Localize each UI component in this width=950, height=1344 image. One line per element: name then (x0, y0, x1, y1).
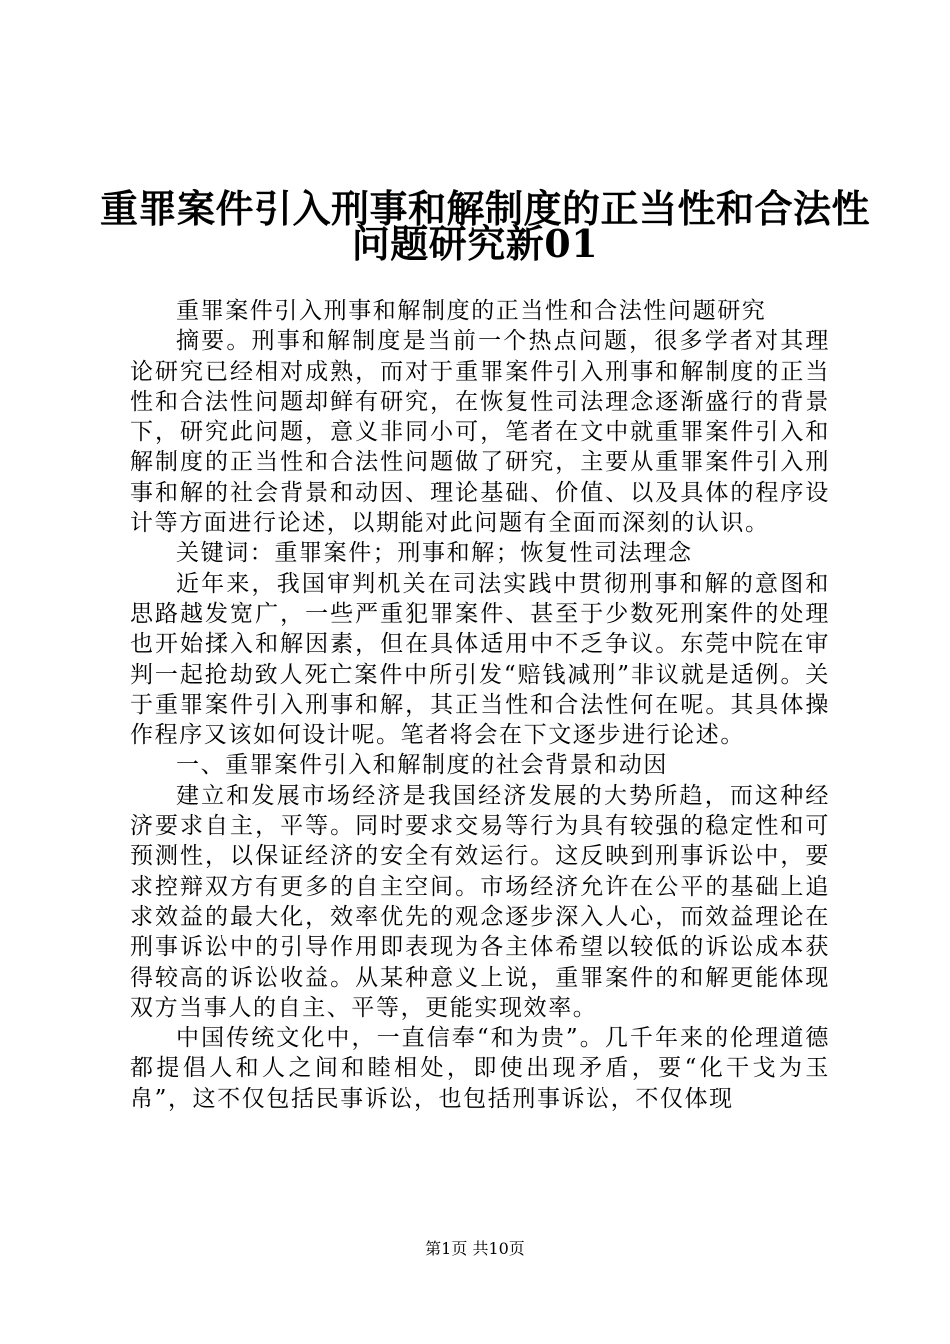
section-heading-1: 一、重罪案件引入和解制度的社会背景和动因 (176, 752, 668, 779)
document-title-line-2: 问题研究新01 (351, 221, 599, 266)
paragraph-abstract: 摘要。刑事和解制度是当前一个热点问题，很多学者对其理论研究已经相对成熟，而对于重罪案件引入刑事和解制度的正当性和合法性问题却鲜有研究，在恢复性司法理念逐渐盛行的背景下，研究此问题，意义非同小可，笔者在文中就重罪案件引入和解制度的正当性和合法性问题做了研究，主要从重罪案件引入刑事和解的社会背景和动因、理论基础、价值、以及具体的程序设计等方面进行论述，以期能对此问题有全面而深刻的认识。 (130, 328, 830, 537)
paragraph-subtitle: 重罪案件引入刑事和解制度的正当性和合法性问题研究 (176, 298, 767, 324)
paragraph-traditional-culture: 中国传统文化中，一直信奉“和为贵”。几千年来的伦理道德都提倡人和人之间和睦相处，即使出现矛盾，要“化干戈为玉帛”，这不仅包括民事诉讼，也包括刑事诉讼，不仅体现 (130, 1025, 830, 1112)
document-title-line-1: 重罪案件引入刑事和解制度的正当性和合法性 (100, 186, 871, 231)
document-body (130, 296, 830, 1114)
paragraph-market-economy: 建立和发展市场经济是我国经济发展的大势所趋，而这种经济要求自主，平等。同时要求交易等行为具有较强的稳定性和可预测性，以保证经济的安全有效运行。这反映到刑事诉讼中，要求控辩双方有更多的自主空间。市场经济允许在公平的基础上追求效益的最大化，效率优先的观念逐步深入人心，而效益理论在刑事诉讼中的引导作用即表现为各主体希望以较低的诉讼成本获得较高的诉讼收益。从某种意义上说，重罪案件的和解更能体现双方当事人的自主、平等，更能实现效率。 (130, 782, 830, 1021)
paragraph-intro: 近年来，我国审判机关在司法实践中贯彻刑事和解的意图和思路越发宽广，一些严重犯罪案件、甚至于少数死刑案件的处理也开始揉入和解因素，但在具体适用中不乏争议。东莞中院在审判一起抢劫致人死亡案件中所引发“赔钱减刑”非议就是适例。关于重罪案件引入刑事和解，其正当性和合法性何在呢。其具体操作程序又该如何设计呢。笔者将会在下文逐步进行论述。 (130, 570, 830, 749)
page-footer: 第1页 共10页 (425, 1239, 525, 1258)
paragraph-keywords: 关键词：重罪案件；刑事和解；恢复性司法理念 (176, 540, 693, 567)
